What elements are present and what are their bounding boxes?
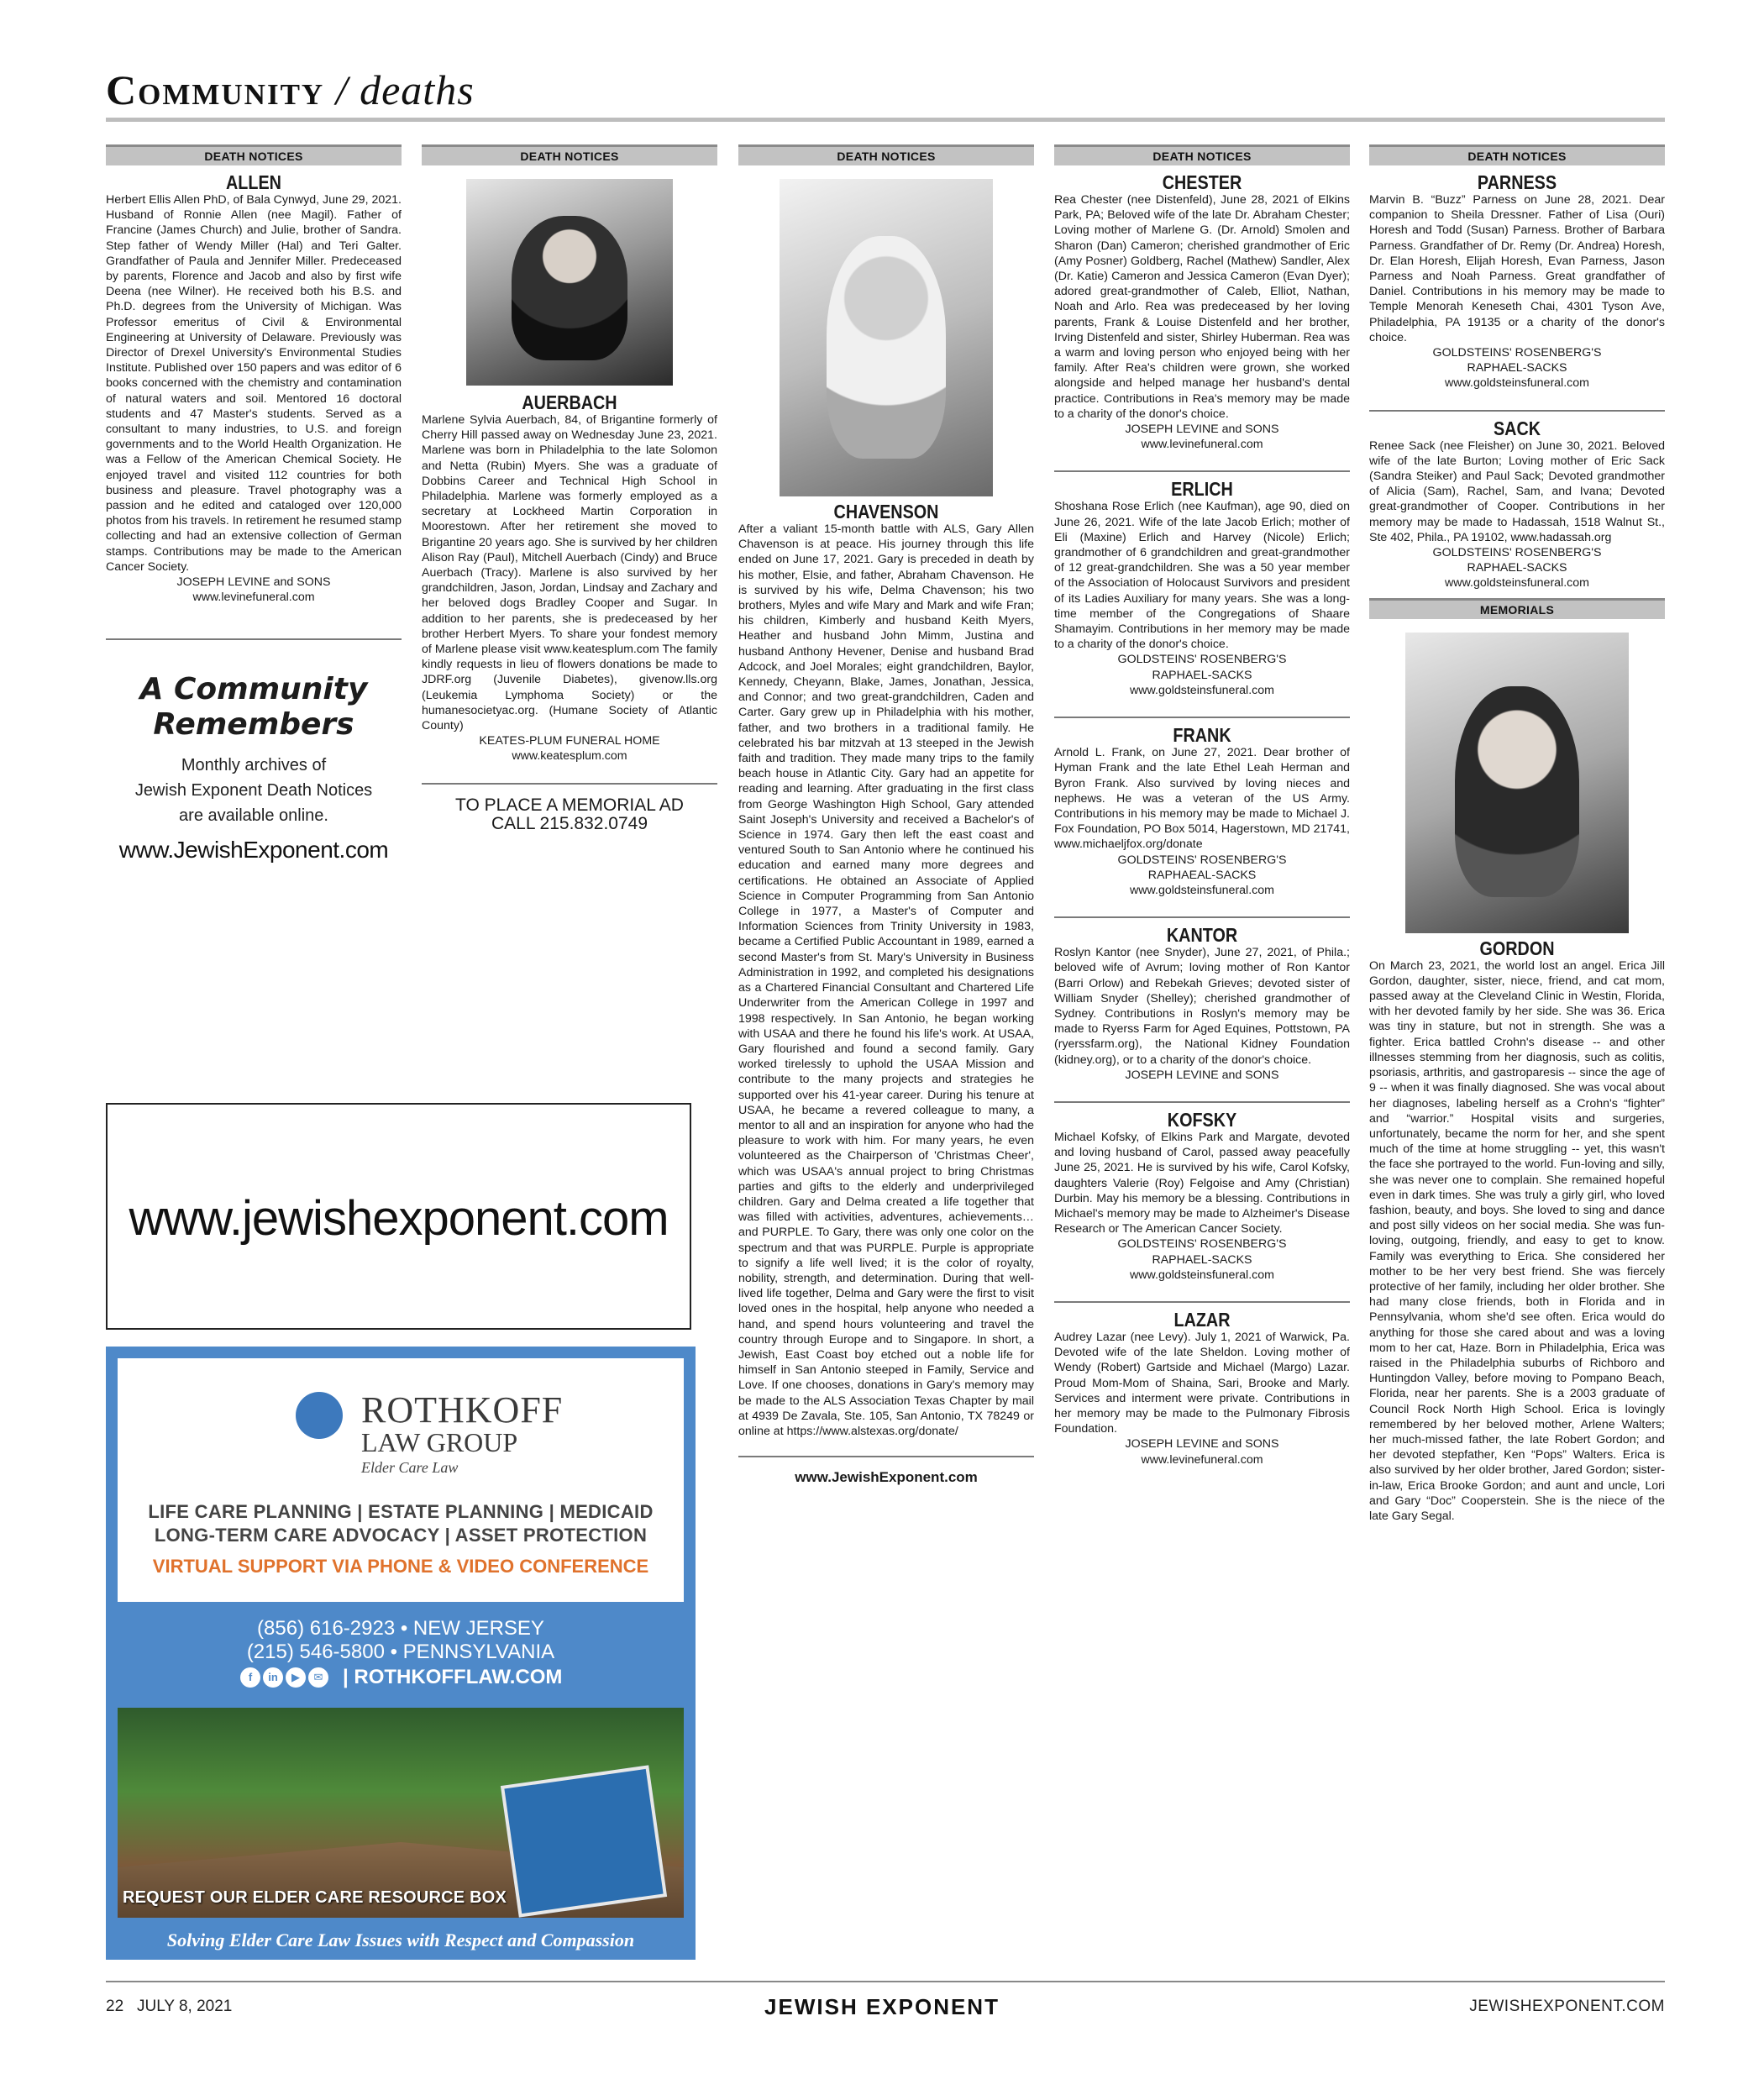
section-title: Community [106,66,325,113]
notice-name-sack: SACK [1493,417,1541,439]
notice-body-erlich: Shoshana Rose Erlich (nee Kaufman), age 90, died on June 26, 2021. Wife of the late Jacob Erlich; mother of Eli (Maxine) Erlich and Harvey (Nicole) Erlich; grandmother of 6 grandchildren and great-grandmother of 12 great-grandchildren. She was a 50 year member of the Association of Holocaust Survivors and president of its Ladies Auxiliary for many years. She was a long-time member of the Congregations of Shaare Shamayim. Contributions in her memory may be made to a charity of the donor's choice. [1054,500,1350,652]
death-notices-label: DEATH NOTICES [1054,144,1350,165]
notice-body-chester: Rea Chester (nee Distenfeld), June 28, 2021 of Elkins Park, PA; Beloved wife of the late Dr. Abraham Chester; Loving mother of Marlene G. (Dr. Arnold) Smolen and Sharon (Dan) Cameron; cherished grandmother of Eric (Amy Posner) Goldberg, Rachel (Mathew) Sandler, Alex (Dr. Katie) Cameron and Jessica Cameron (Evan Dyer); adored great-grandmother of Caleb, Elliot, Nathan, Noah and Arlo. Rea was predeceased by her loving parents, Frank & Louise Distenfeld and her brother, Irving Distenfeld and sister, Shirley Huberman. Rea was a warm and loving person who enjoyed being with her family. After Rea's children were grown, she worked alongside and helped manage her husband's dental practice. Contributions in Rea's memory may be made to a charity of the donor's choice. [1054,193,1350,421]
notice-name-kantor: KANTOR [1166,924,1238,947]
memorials-label: MEMORIALS [1369,598,1665,619]
funeral-home-kofsky-2: RAPHAEL-SACKS [1152,1252,1252,1267]
notice-body-parness: Marvin B. “Buzz” Parness on June 28, 2021. Dear companion to Sheila Dressner. Father of Lisa (Ouri) Horesh and Todd (Susan) Parness. Brother of Barbara Parness. Grandfather of Dr. Remy (Dr. Andrea) Horesh, Dr. Elan Horesh, Elijah Horesh, Evan Parness, Jason Parness and Noah Parness. Great grandfather of Daniel. Contributions in his memory may be made to Temple Menorah Keneseth Chai, 4301 Tyson Ave, Philadelphia, PA 19135 or a charity of the donor's choice. [1369,193,1665,344]
rothkoff-services-2: LONG-TERM CARE ADVOCACY | ASSET PROTECTION [154,1525,648,1546]
column-5 [1369,144,1665,1524]
column-2 [422,144,717,833]
funeral-home-auerbach: KEATES-PLUM FUNERAL HOME [479,734,660,748]
website-ad-url[interactable]: www.jewishexponent.com [129,1191,669,1246]
funeral-web-kofsky[interactable]: www.goldsteinsfuneral.com [1130,1268,1274,1282]
rothkoff-phone-nj[interactable]: (856) 616-2923 • NEW JERSEY [257,1617,544,1640]
memorial-body-gordon: On March 23, 2021, the world lost an angel. Erica Jill Gordon, daughter, sister, niece, friend, and cat mom, passed away at the Cleveland Clinic in Westin, Florida, with her devoted family by her side. She was 36. Erica was tiny in stature, but not in strength. She was a fighter. Erica battled Crohn's disease -- and other illnesses stemming from her diagnosis, such as colitis, psoriasis, arthritis, and gastroparesis -- since the age of 9 -- when it was finally diagnosed. She was vocal about her diagnoses, labeling herself as a Crohn's “fighter” and “warrior.” Hospital visits and surgeries, unfortunately, became the norm for her, and she spent much of the time at home struggling -- yet, this wasn't the face she portrayed to the world. Fun-loving and silly, she was never one to complain. She remained hopeful even in dark times. She was truly a girly girl, who loved fashion, beauty, and boys. She loved to sing and dance and post silly videos on her social media. She was fun-loving, outgoing, friendly, and easy to get to know. Family was everything to Erica. She considered her mother to be her very best friend. She was fiercely protective of her family, including her older brother. She had many close friends, both in Florida and in Pennsylvania, whom she'd see often. Erica would do anything for those she cared about and was a loving mom to her cat, Haze. Born in Philadelphia, Erica was raised in the Philadelphia suburbs of Richboro and Huntingdon Valley, before moving to Pompano Beach, Florida, near her parents. She is a 2003 graduate of Council Rock North High School. Erica is lovingly remembered by her beloved mother, Arlene Walters; her much-missed father, the late Robert Gordon; and her devoted stepfather, Ken “Pops” Walters. Erica is also survived by her older brother, Jared Gordon; sister-in-law, Erica Brooke Gordon; and aunt and uncle, Lori and Gary “Doc” Cooperstein. She is the niece of the late Gary Segal. [1369,958,1665,1523]
funeral-home-kantor: JOSEPH LEVINE and SONS [1125,1068,1279,1082]
photo-auerbach [466,179,673,386]
notice-body-chavenson: After a valiant 15-month battle with ALS, Gary Allen Chavenson is at peace. His journey through this life ended on June 17, 2021. Gary is preceded in death by his mother, Elsie, and father, Abraham Chavenson. He is survived by his wife, Delma Chavenson; his two brothers, Myles and wife Mary and Mark and wife Fran; his children, Kimberly and husband Keith Myers, Heather and husband John Mimm, Justina and husband Anthony Hevener, Denise and husband Brad Adcock, and Joel Morales; eight grandchildren, Baylor, Kennedy, Cheyann, Blake, James, Jonathan, Jessica, and Connor; and two great-grandchildren, Caden and Carter. Gary grew up in Philadelphia with his mother, father, and two brothers in a traditional family. He celebrated his bar mitzvah at 13 steeped in the Jewish faith and tradition. They made many trips to the family beach house in Atlantic City. Gary had an appetite for reading and learning. After graduating in the first class from George Washington High School, Gary attended Saint Joseph's University and received a Bachelor's of Science in 1974. Gary then left the east coast and ventured South to San Antonio where he continued his education and earned many more degrees and certifications. He obtained an Associate of Applied Science in Computer Programming from San Antonio College in 1977, a Master's of Computer and Information Sciences from Trinity University in 1983, became a Certified Public Accountant in 1989, earned a second Master's from St. Mary's University in Business Administration in 1992, and completed his designations as a Chartered Financial Consultant and Chartered Life Underwriter from the American College in 1997 and 1998 respectively. In San Antonio, he began working with USAA and there he found his life's work. At USAA, Gary flourished and found a second family. Gary worked tirelessly to uphold the USAA Mission and contribute to the many projects and strategies he supported over his 41-year career. During his tenure at USAA, he became a revered colleague to many, a mentor to all and an inspiration for anyone who had the pleasure to work with him. For many years, he even volunteered as the Chairperson of 'Christmas Cheer', which was USAA's annual project to bring Christmas parties and gifts to the elderly and underprivileged children. Gary and Delma created a life together that was filled with activities, adventures, achievements… and PURPLE. To Gary, there was only one color on the spectrum and that was PURPLE. Purple is appropriate to signify a life well lived; it is the color of royalty, nobility, strength, and determination. During that well-lived life together, Delma and Gary were the first to visit loved ones in the hospital, help anyone who needed a hand, and spend hours volunteering and travel the country through Europe and to Singapore. In short, a Jewish, East Coast boy etched out a noble life for himself in San Antonio steeped in Family, Service and Love. If one chooses, donations in Gary's memory may be made to the ALS Association Texas Chapter by mail at 4939 De Zavala, Ste. 105, San Antonio, TX 78249 or online at https://www.alstexas.org/donate/ [738,522,1034,1438]
rothkoff-request[interactable]: REQUEST OUR ELDER CARE RESOURCE BOX [123,1888,507,1907]
column-1 [106,144,402,864]
divider [1054,470,1350,472]
email-icon[interactable]: ✉ [308,1667,328,1688]
death-notices-label: DEATH NOTICES [738,144,1034,165]
funeral-home-parness-1: GOLDSTEINS' ROSENBERG'S [1432,346,1602,360]
section-subtitle: deaths [360,66,475,113]
notice-body-auerbach: Marlene Sylvia Auerbach, 84, of Brigantine formerly of Cherry Hill passed away on Wednesday June 23, 2021. Marlene was born in Philadelphia to the late Solomon and Netta (Rubin) Myers. She was a graduate of Dobbins Career and Technical High School in Philadelphia. Marlene was formerly employed as a secretary at Lockheed Martin Corporation in Moorestown. After her retirement she moved to Brigantine 20 years ago. She is survived by her children Alison Ray (Paul), Mitchell Auerbach (Cindy) and Bruce Auerbach (Tracy). Marlene is also survived by her grandchildren, Jason, Jordan, Lindsay and Zachary and her beloved dogs Bradley Cooper and Sugar. In addition to her parents, she is predeceased by her brother Herbert Myers. To share your fondest memory of Marlene please visit www.keatesplum.com The family kindly requests in lieu of flowers donations be made to JDRF.org (Juvenile Diabetes), givenow.lls.org (Leukemia Lymphoma Society) or the humanesocietyac.org. (Humane Society of Atlantic County) [422,413,717,733]
notice-name-chavenson: CHAVENSON [833,501,939,522]
memorial-ad-line-2[interactable]: CALL 215.832.0749 [491,813,648,833]
divider [422,783,717,785]
resource-box-illustration [501,1765,667,1917]
rothkoff-social-icons [240,1667,331,1693]
notice-name-kofsky: KOFSKY [1167,1108,1237,1131]
rothkoff-logo-icon [296,1392,343,1439]
funeral-home-frank-2: RAPHAEAL-SACKS [1147,868,1257,882]
notice-body-frank: Arnold L. Frank, on June 27, 2021. Dear brother of Hyman Frank and the late Ethel Leah Herman and Byron Frank. Also survived by loving nieces and nephews. He was a veteran of the US Army. Contributions in his memory may be made to Michael J. Fox Foundation, PO Box 5014, Hagerstown, MD 21741, www.michaeljfox.org/donate [1054,746,1350,852]
website-ad[interactable] [106,1103,691,1330]
section-heading [106,66,475,114]
divider [1054,1301,1350,1303]
rothkoff-virtual-support: VIRTUAL SUPPORT VIA PHONE & VIDEO CONFERENCE [152,1556,649,1577]
funeral-web-sack[interactable]: www.goldsteinsfuneral.com [1445,576,1589,591]
funeral-home-frank-1: GOLDSTEINS' ROSENBERG'S [1117,853,1287,867]
notice-name-auerbach: AUERBACH [522,391,617,413]
rothkoff-services-1: LIFE CARE PLANNING | ESTATE PLANNING | MEDICAID [148,1501,654,1522]
rothkoff-ad-header [118,1358,684,1602]
divider [1054,1101,1350,1103]
rothkoff-ad[interactable] [106,1347,696,1960]
section-separator: / [324,66,360,113]
youtube-icon[interactable]: ▶ [286,1667,306,1688]
footer-title: JEWISH EXPONENT [764,1994,1000,2019]
rothkoff-name: ROTHKOFF [361,1389,564,1431]
funeral-home-kofsky-1: GOLDSTEINS' ROSENBERG'S [1117,1237,1287,1252]
death-notices-label: DEATH NOTICES [1369,144,1665,165]
rothkoff-name-2: LAW GROUP [361,1427,518,1457]
community-remembers-line-2: Jewish Exponent Death Notices [134,781,373,801]
notice-name-chester: CHESTER [1162,171,1242,193]
community-remembers-line-1: Monthly archives of [181,756,327,775]
divider [738,1456,1034,1457]
funeral-home-allen: JOSEPH LEVINE and SONS [176,575,331,590]
rothkoff-website[interactable]: | ROTHKOFFLAW.COM [343,1666,563,1688]
funeral-home-sack-2: RAPHAEL-SACKS [1467,561,1567,575]
rothkoff-phone-pa[interactable]: (215) 546-5800 • PENNSYLVANIA [246,1641,555,1663]
rothkoff-footer: Solving Elder Care Law Issues with Respect and Compassion [166,1929,635,1950]
divider [106,638,402,640]
photo-gordon [1405,633,1629,933]
notice-body-allen: Herbert Ellis Allen PhD, of Bala Cynwyd, June 29, 2021. Husband of Ronnie Allen (nee Magil). Father of Francine (James Church) and Julie, brother of Sandra. Step father of Wendy Miller (Hal) and Teri Galter. Grandfather of Paula and Jennifer Miller. Predeceased by parents, Florence and Jacob and also by first wife Deena (nee Wilner). He received both his B.S. and Ph.D. degrees from the University of Michigan. Was Professor emeritus of Civil & Environmental Engineering at University of Delaware. Previously was Director of Drexel University's Environmental Studies Institute. Published over 150 papers and was editor of 6 books concerned with the chemistry and contamination of natural waters and soil. Mentored 16 doctoral students and 47 Master's students. Served as a consultant to many industries, to U.S. and foreign governments and to the World Health Organization. He was a Fellow of the American Chemical Society. He enjoyed travel and visited 112 countries for both business and pleasure. Travel photography was a passion and he edited and cataloged over 120,000 photos from his travels. In retirement he resumed stamp collecting and had an extensive collection of German stamps. Contributions may be made to the American Cancer Society. [106,193,402,574]
funeral-web-frank[interactable]: www.goldsteinsfuneral.com [1130,883,1274,897]
funeral-web-auerbach[interactable]: www.keatesplum.com [512,749,627,764]
notice-body-kantor: Roslyn Kantor (nee Snyder), June 27, 2021, of Phila.; beloved wife of Avrum; loving mother of Ron Kantor (Barri Orlow) and Rebekah Grieves; devoted sister of William Snyder (Shelley); cherished grandmother of Sydney. Contributions in Roslyn's memory may be made to Ryerss Farm for Aged Equines, Pottstown, PA (ryerssfarm.org), the National Kidney Foundation (kidney.org), or to a charity of the donor's choice. [1054,946,1350,1067]
jewish-exponent-link[interactable]: www.JewishExponent.com [795,1469,978,1486]
page-number: 22 [106,1998,124,2015]
death-notices-label: DEATH NOTICES [422,144,717,165]
funeral-web-erlich[interactable]: www.goldsteinsfuneral.com [1130,683,1274,697]
community-remembers-title-2: Remembers [153,707,354,743]
notice-body-sack: Renee Sack (nee Fleisher) on June 30, 2021. Beloved wife of the late Burton; Loving mother of Eric Sack (Sandra Steiker) and Paul Sack; Devoted grandmother of Alicia (Sam), Rachel, Sam, and Ivana; Devoted great-grandmother of Cooper. Contributions in her memory may be made to Hadassah, 1518 Walnut St., Ste 402, Phila., PA 19102, www.hadassah.org [1369,438,1665,544]
column-4 [1054,144,1350,1467]
facebook-icon[interactable]: f [240,1667,260,1688]
funeral-web-allen[interactable]: www.levinefuneral.com [192,591,315,605]
notice-name-allen: ALLEN [226,171,281,193]
memorial-name-gordon: GORDON [1479,937,1555,959]
funeral-web-lazar[interactable]: www.levinefuneral.com [1141,1452,1263,1467]
notice-body-kofsky: Michael Kofsky, of Elkins Park and Margate, devoted and loving husband of Carol, passed away peacefully June 25, 2021. He is survived by his wife, Carol Kofsky, daughters Valerie (Roy) Felgoise and Amy (Christian) Durbin. May his memory be a blessing. Contributions in Michael's memory may be made to Alzheimer's Disease Research or The American Cancer Society. [1054,1130,1350,1236]
funeral-home-parness-2: RAPHAEL-SACKS [1467,361,1567,375]
divider [1054,717,1350,718]
column-3 [738,144,1034,1486]
notice-name-frank: FRANK [1173,724,1231,747]
divider [1054,916,1350,918]
photo-chavenson [780,179,993,496]
funeral-web-chester[interactable]: www.levinefuneral.com [1141,438,1263,452]
funeral-home-lazar: JOSEPH LEVINE and SONS [1125,1437,1279,1452]
memorial-ad-line-1: TO PLACE A MEMORIAL AD [455,795,684,815]
funeral-web-parness[interactable]: www.goldsteinsfuneral.com [1445,376,1589,391]
linkedin-icon[interactable]: in [263,1667,283,1688]
notice-name-lazar: LAZAR [1173,1308,1231,1331]
footer-rule [106,1981,1665,1982]
community-remembers-title-1: A Community [139,672,368,707]
rothkoff-tagline: Elder Care Law [361,1459,459,1476]
community-remembers-url[interactable]: www.JewishExponent.com [118,837,389,864]
death-notices-label: DEATH NOTICES [106,144,402,165]
notice-name-parness: PARNESS [1477,171,1557,193]
notice-name-erlich: ERLICH [1171,478,1233,501]
rothkoff-photo [118,1708,684,1918]
notice-body-lazar: Audrey Lazar (nee Levy). July 1, 2021 of Warwick, Pa. Devoted wife of the late Sheldon. Loving mother of Wendy (Robert) Gartside and Michael (Margo) Lazar. Proud Mom-Mom of Shaina, Sari, Brooke and Marly. Services and interment were private. Contributions in her memory may be made to the Pulmonary Fibrosis Foundation. [1054,1330,1350,1436]
funeral-home-sack-1: GOLDSTEINS' ROSENBERG'S [1432,546,1602,560]
divider [1369,410,1665,412]
community-remembers-line-3: are available online. [179,806,328,826]
funeral-home-chester: JOSEPH LEVINE and SONS [1125,423,1279,437]
funeral-home-erlich-1: GOLDSTEINS' ROSENBERG'S [1117,653,1287,667]
issue-date: JULY 8, 2021 [136,1998,233,2015]
funeral-home-erlich-2: RAPHAEL-SACKS [1152,668,1252,682]
header-rule [106,118,1665,122]
footer-site[interactable]: JEWISHEXPONENT.COM [1469,1998,1665,2015]
